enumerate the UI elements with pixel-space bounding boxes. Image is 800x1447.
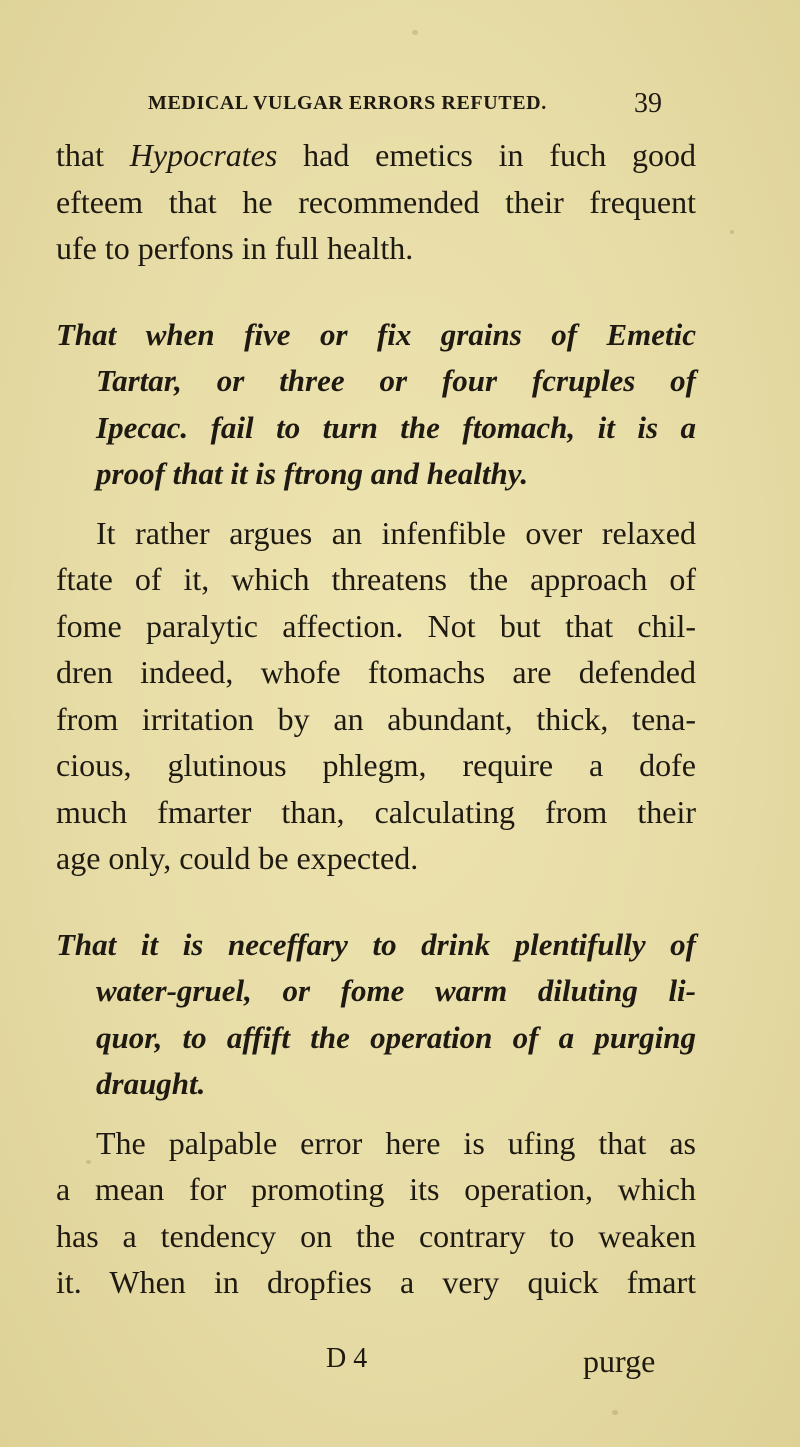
- heading-line: Tartar, or three or four fcruples of: [96, 363, 696, 398]
- text-line: much fmarter than, calculating from their: [56, 793, 696, 830]
- text-run: had emetics in fuch good: [277, 137, 697, 173]
- text-line: dren indeed, whofe ftomachs are defended: [56, 654, 696, 690]
- page-number: 39: [634, 88, 662, 119]
- paragraph-1: [56, 132, 696, 272]
- text-line: cious, glutinous phlegm, require a dofe: [56, 747, 696, 783]
- text-line: efteem that he recommended their frequent: [56, 183, 696, 220]
- text-line: ftate of it, which threatens the approach of: [56, 561, 696, 597]
- section-heading-2: [56, 922, 696, 1108]
- heading-line: Ipecac. fail to turn the ftomach, it is a: [96, 409, 696, 445]
- heading-line: proof that it is ftrong and healthy.: [96, 456, 529, 491]
- italic-name: Hypocrates: [129, 137, 278, 173]
- text-run: that: [56, 137, 130, 173]
- paper-speck: [612, 1410, 618, 1415]
- paragraph-gap: [56, 272, 696, 312]
- section-heading-1: [56, 312, 696, 498]
- paragraph-3: [56, 1120, 696, 1306]
- paragraph-2: [56, 510, 696, 882]
- text-line: has a tendency on the contrary to weaken: [56, 1217, 696, 1254]
- page-body: [56, 132, 696, 1306]
- text-line: age only, could be expected.: [56, 840, 419, 876]
- paragraph-gap: [56, 1108, 696, 1120]
- text-line: ufe to perfons in full health.: [56, 230, 414, 266]
- catchword: purge: [583, 1343, 656, 1379]
- text-line: it. When in dropfies a very quick fmart: [56, 1264, 696, 1300]
- signature-mark: D 4: [326, 1343, 368, 1374]
- paper-speck: [730, 230, 734, 234]
- text-line: [56, 132, 696, 179]
- paper-speck: [412, 30, 418, 35]
- heading-line: That when five or fix grains of Emetic: [56, 316, 696, 352]
- paragraph-gap: [56, 498, 696, 510]
- heading-line: That it is neceffary to drink plentifully of: [56, 926, 696, 962]
- text-line: from irritation by an abundant, thick, tena-: [56, 700, 696, 737]
- text-line: It rather argues an infenfible over relaxed: [96, 514, 696, 551]
- heading-line: water-gruel, or fome warm diluting li-: [96, 973, 696, 1008]
- text-line: The palpable error here is ufing that as: [96, 1124, 696, 1161]
- heading-line: draught.: [96, 1066, 206, 1101]
- running-head: MEDICAL VULGAR ERRORS REFUTED.: [148, 92, 547, 114]
- text-line: fome paralytic affection. Not but that chil-: [56, 607, 696, 644]
- text-line: a mean for promoting its operation, which: [56, 1171, 696, 1207]
- paragraph-gap: [56, 882, 696, 922]
- heading-line: quor, to affift the operation of a purging: [96, 1019, 696, 1055]
- page-header: [0, 88, 800, 124]
- page-footer: [0, 1343, 800, 1387]
